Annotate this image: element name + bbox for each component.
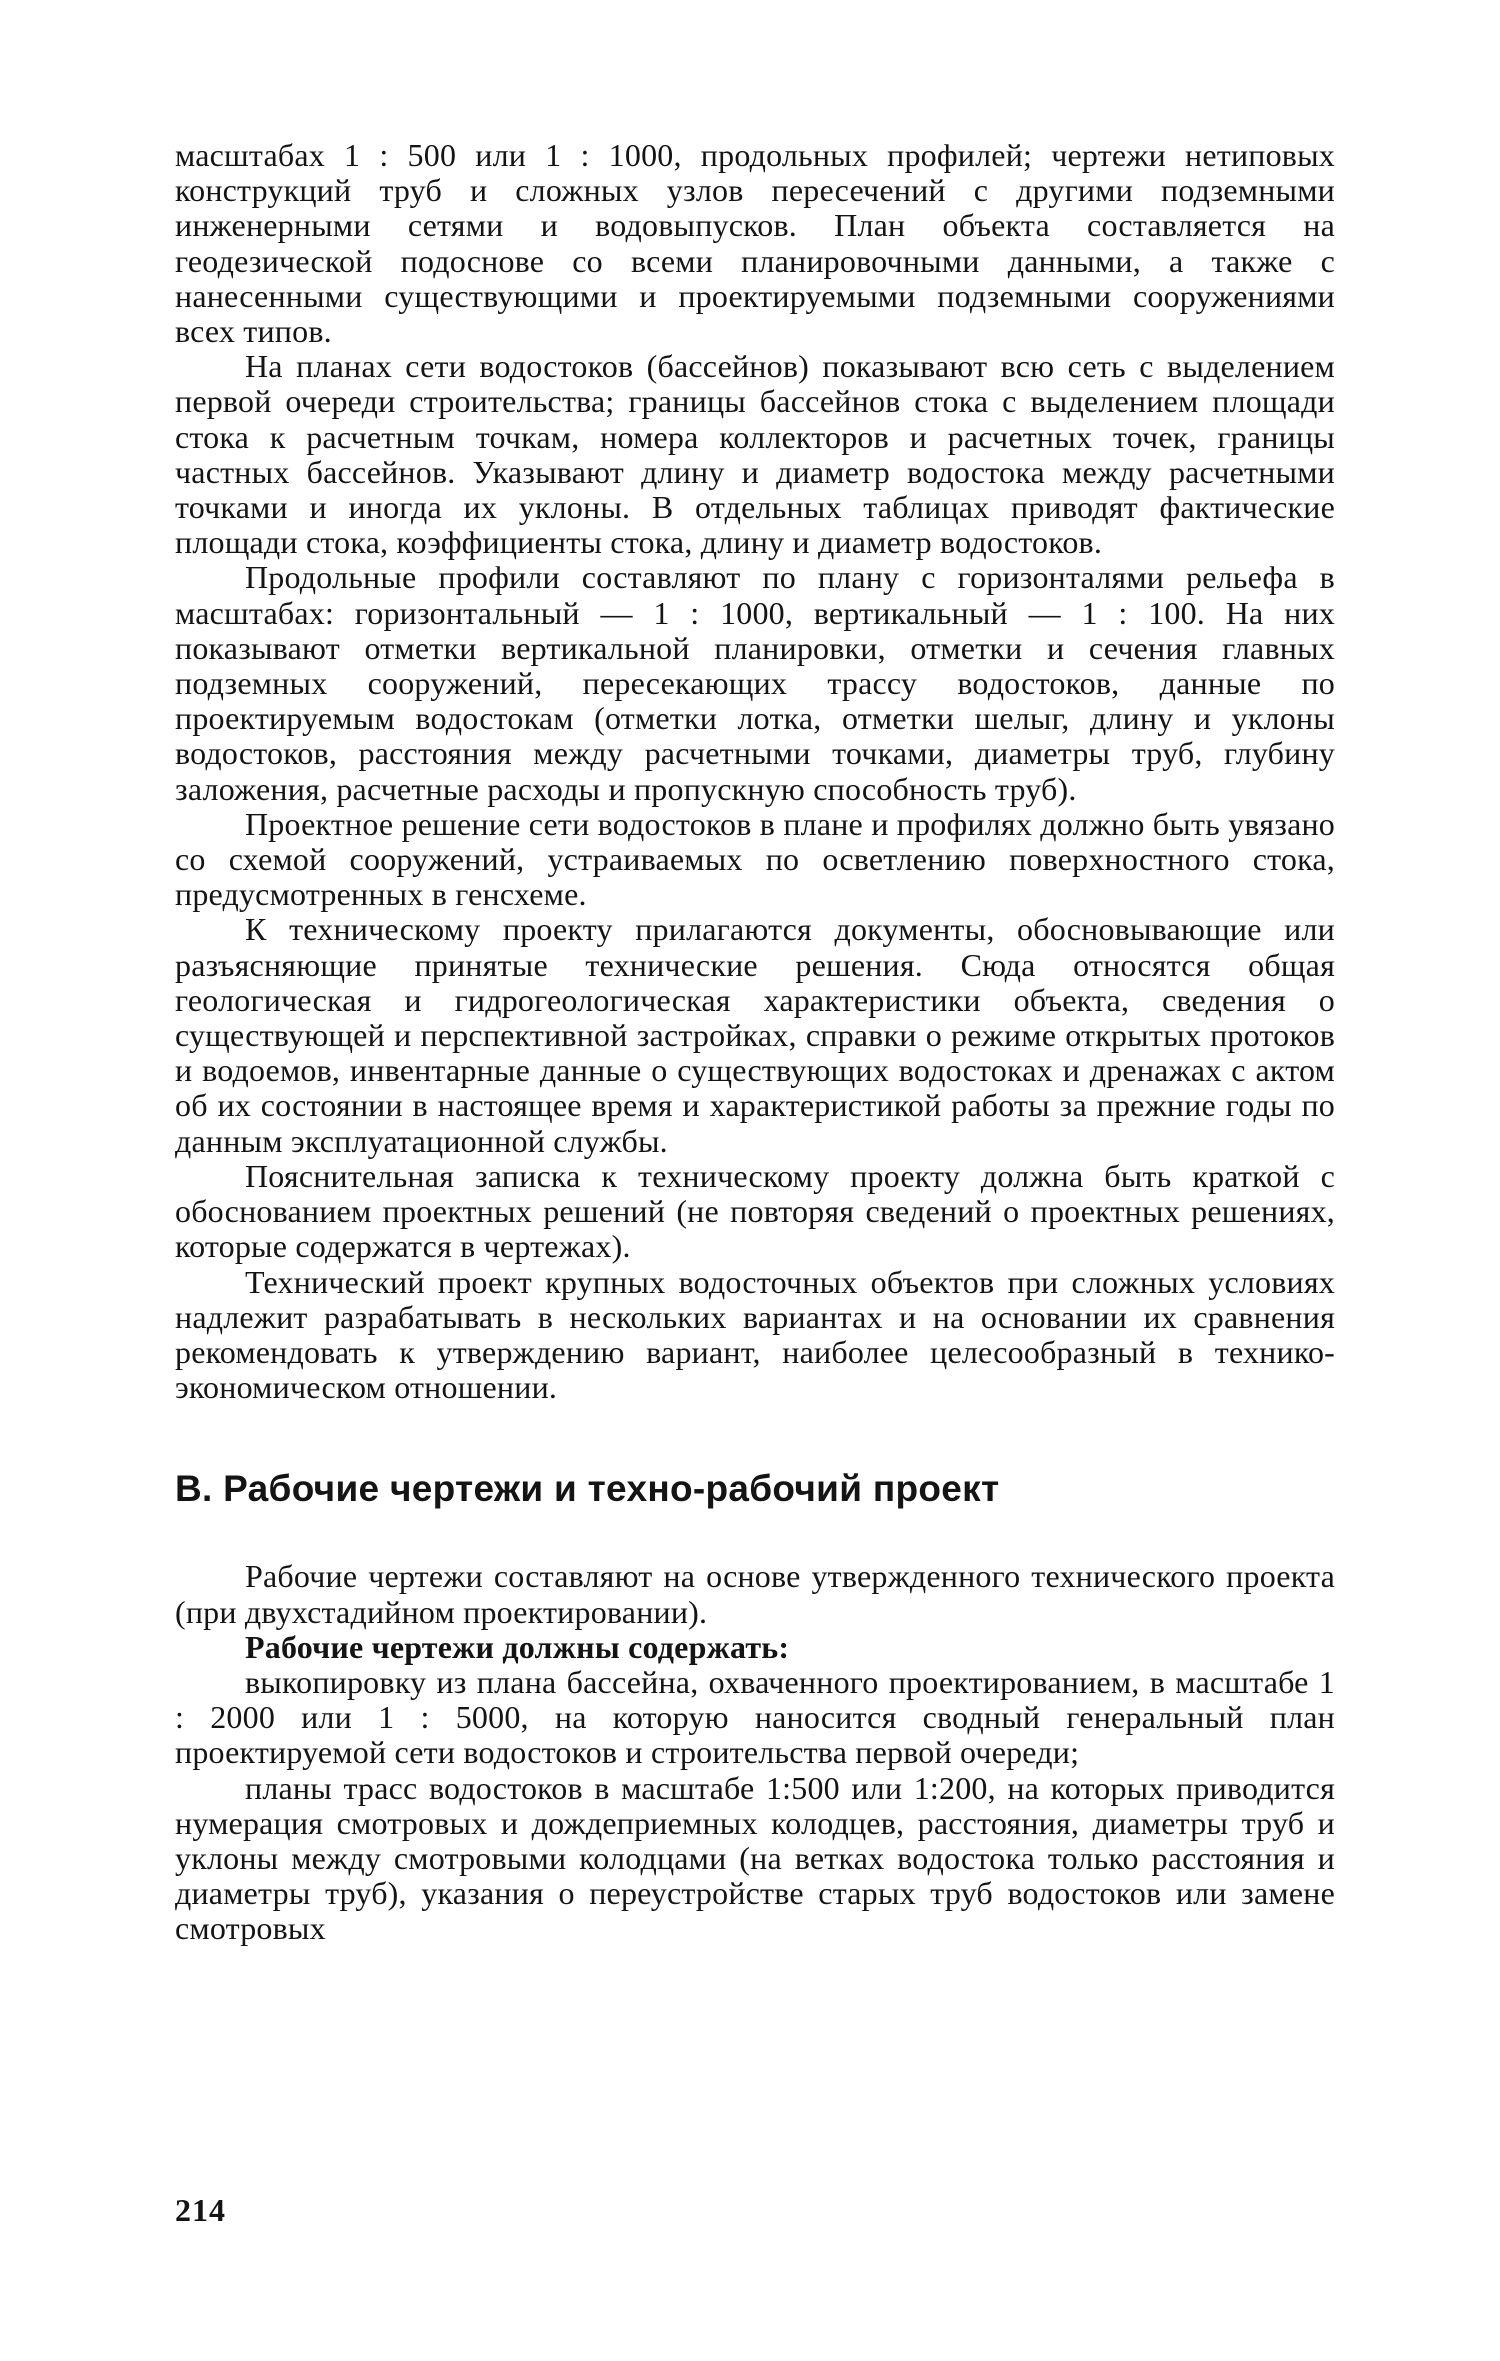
- section-heading: В. Рабочие чертежи и техно-рабочий проект: [175, 1468, 1000, 1510]
- page-body: [175, 138, 1335, 1947]
- bold-lead-paragraph: Рабочие чертежи должны содержать:: [245, 1628, 790, 1665]
- page-number: 214: [175, 2192, 226, 2228]
- paragraph: Технический проект крупных водосточных объектов при сложных условиях надлежит разрабатывать в нескольких вариантах и на основании их сравнения рекомендовать к утверждению вариант, наиболее целесообразный в технико-экономическом отношении.: [175, 1263, 1335, 1406]
- list-item: планы трасс водостоков в масштабе 1:500 или 1:200, на которых приводится нумерация смотровых и дождеприемных колодцев, расстояния, диаметры труб и уклоны между смотровыми колодцами (на ветках водостока только расстояния и диаметры труб), указания о переустройстве старых труб водостоков или замене смотровых: [175, 1769, 1335, 1947]
- paragraph: Рабочие чертежи составляют на основе утвержденного технического проекта (при двухстадийном проектировании).: [175, 1558, 1335, 1630]
- paragraph: Пояснительная записка к техническому проекту должна быть краткой с обоснованием проектных решений (не повторяя сведений о проектных решениях, которые содержатся в чертежах).: [175, 1157, 1335, 1265]
- paragraph: Проектное решение сети водостоков в плане и профилях должно быть увязано со схемой сооружений, устраиваемых по осветлению поверхностного стока, предусмотренных в генсхеме.: [175, 805, 1335, 913]
- paragraph: Продольные профили составляют по плану с горизонталями рельефа в масштабах: горизонтальный — 1 : 1000, вертикальный — 1 : 100. На них показывают отметки вертикальной планировки, отметки и сечения главных подземных сооружений, пересекающих трассу водостоков, данные по проектируемым водостокам (отметки лотка, отметки шелыг, длину и уклоны водостоков, расстояния между расчетными точками, диаметры труб, глубину заложения, расчетные расходы и пропускную способность труб).: [175, 559, 1335, 807]
- list-item: выкопировку из плана бассейна, охваченного проектированием, в масштабе 1 : 2000 или 1 : 5000, на которую наносится сводный генеральный план проектируемой сети водостоков и строительства первой очереди;: [175, 1663, 1335, 1771]
- paragraph: масштабах 1 : 500 или 1 : 1000, продольных профилей; чертежи нетиповых конструкций труб и сложных узлов пересечений с другими подземными инженерными сетями и водовыпусков. План объекта составляется на геодезической подоснове со всеми планировочными данными, а также с нанесенными существующими и проектируемыми подземными сооружениями всех типов.: [175, 137, 1335, 350]
- paragraph: На планах сети водостоков (бассейнов) показывают всю сеть с выделением первой очереди строительства; границы бассейнов стока с выделением площади стока к расчетным точкам, номера коллекторов и расчетных точек, границы частных бассейнов. Указывают длину и диаметр водостока между расчетными точками и иногда их уклоны. В отдельных таблицах приводят фактические площади стока, коэффициенты стока, длину и диаметр водостоков.: [175, 348, 1335, 561]
- paragraph: К техническому проекту прилагаются документы, обосновывающие или разъясняющие принятые технические решения. Сюда относятся общая геологическая и гидрогеологическая характеристики объекта, сведения о существующей и перспективной застройках, справки о режиме открытых протоков и водоемов, инвентарные данные о существующих водостоках и дренажах с актом об их состоянии в настоящее время и характеристикой работы за прежние годы по данным эксплуатационной службы.: [175, 911, 1335, 1159]
